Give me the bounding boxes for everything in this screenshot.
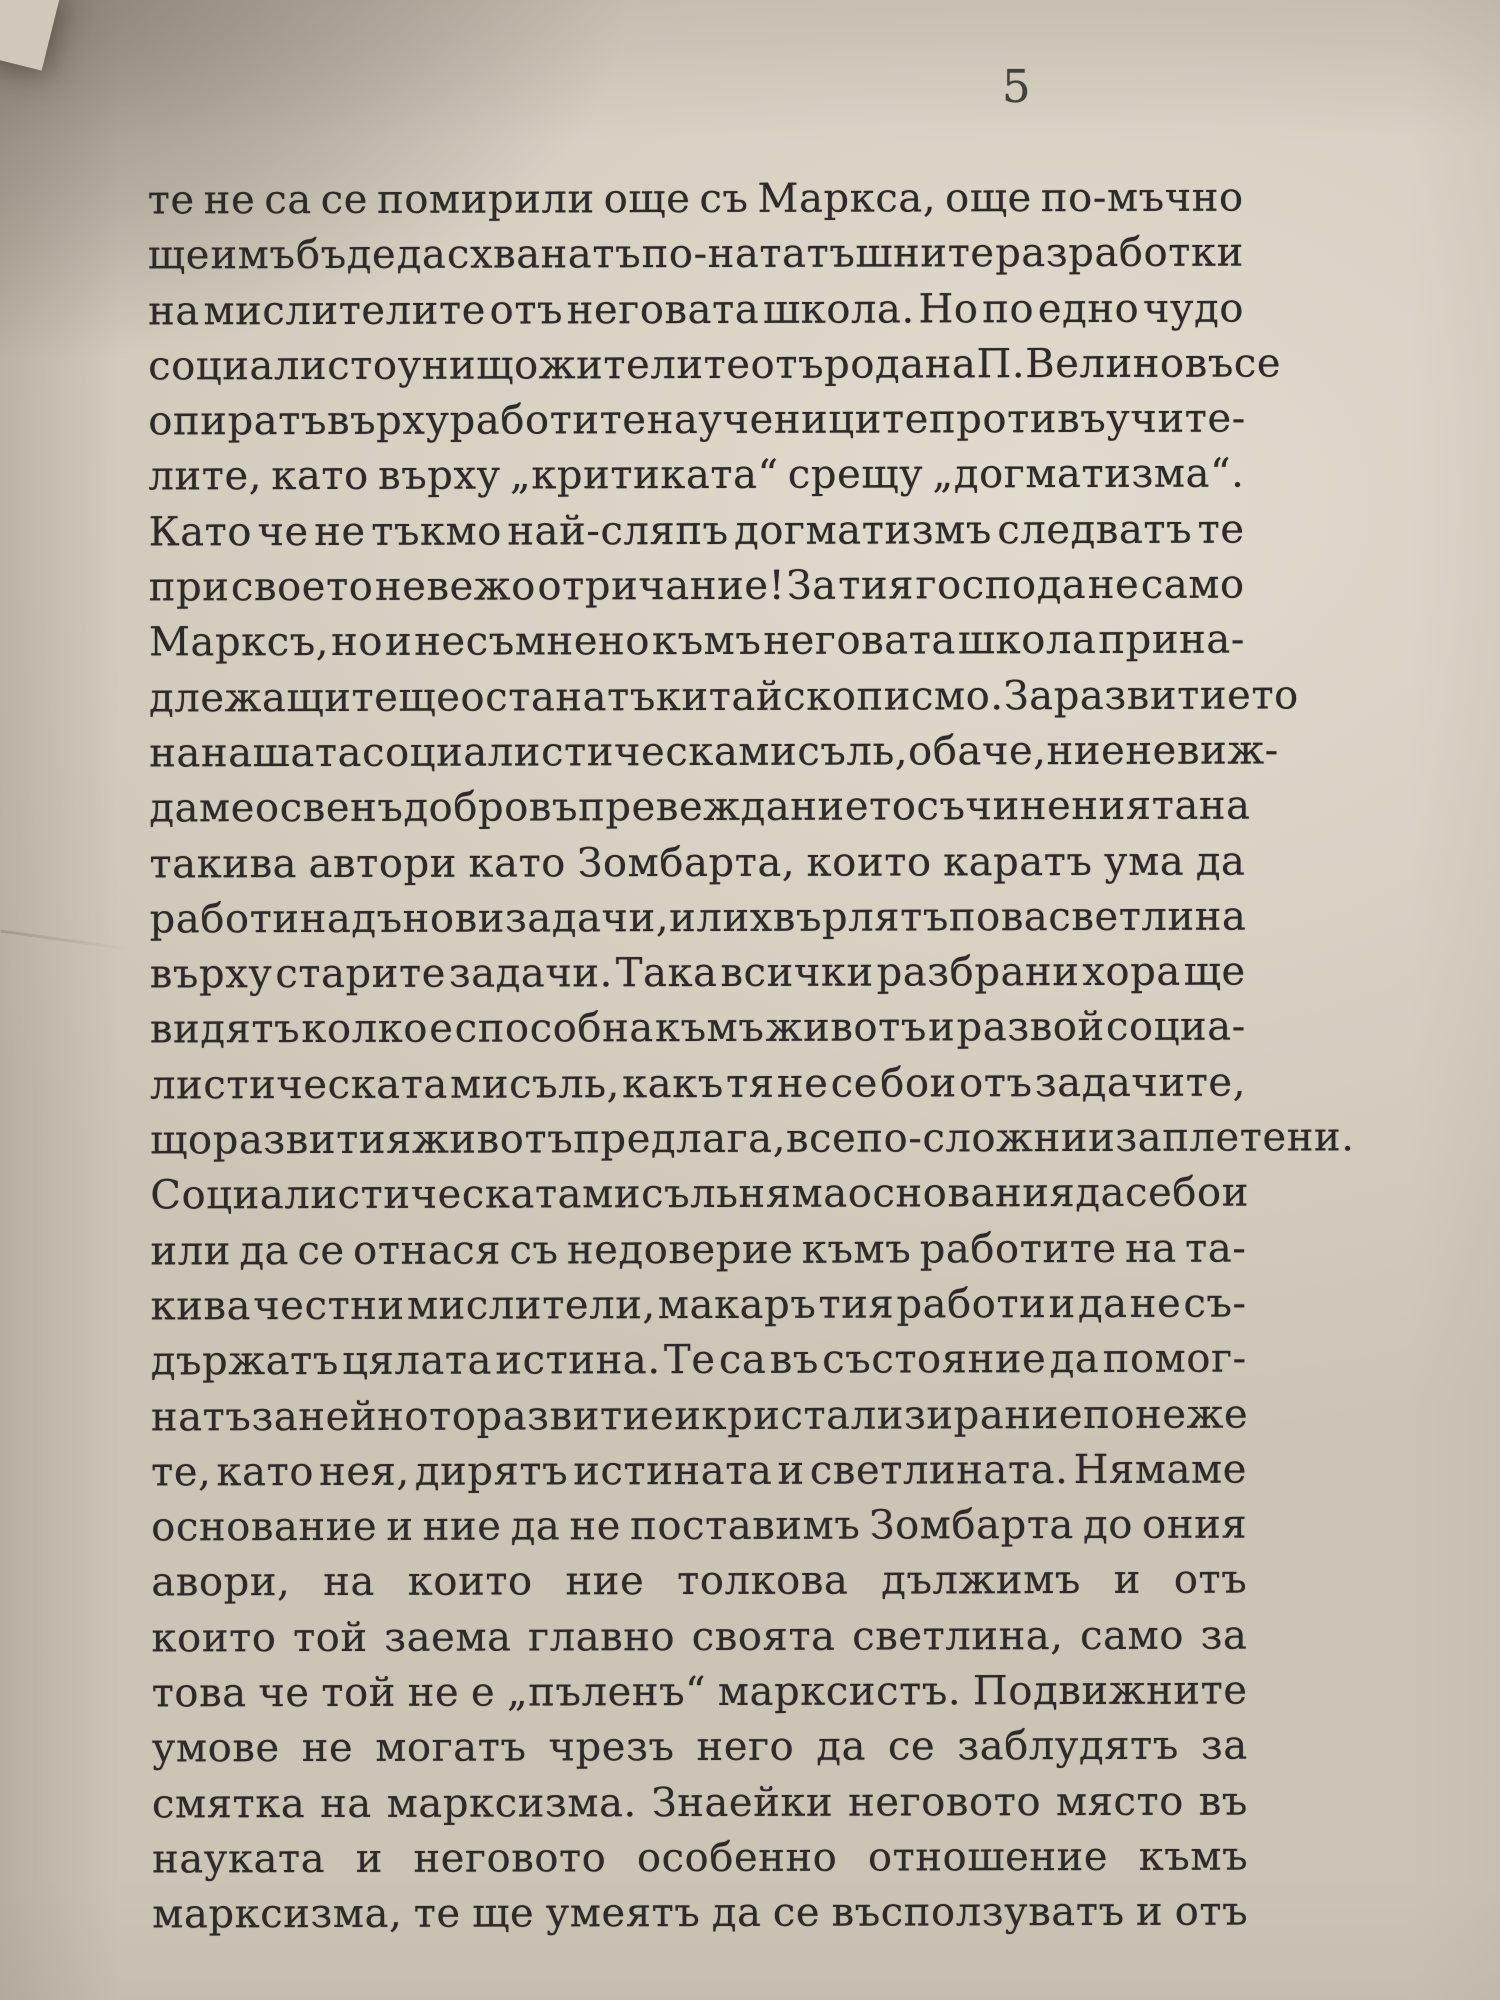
text-line [150,1000,1246,1058]
word: той [321,1669,397,1717]
word: пова [948,893,1049,941]
word: „догматизма“. [932,451,1245,498]
word: ума [1103,838,1185,885]
word: най-сляпъ [507,507,729,555]
word: върху [377,452,501,500]
word: помирили [376,176,595,223]
word: натъ [150,1393,252,1440]
word: предлага, [573,1115,787,1163]
word: социалистическа [361,728,739,776]
text-line [149,502,1245,560]
text-line [151,1387,1247,1445]
word: въ [528,784,579,831]
word: неговата [566,286,760,333]
word: това [151,1670,247,1717]
word: за [251,1393,299,1440]
text-line [151,1332,1247,1390]
text-line [148,668,1299,726]
text-line [151,1277,1247,1335]
word: лите, [148,453,263,500]
word: толкова [677,1558,849,1605]
word: цялата [342,1337,493,1385]
word: по-мъчно [1040,174,1244,222]
word: чрезъ [548,1724,675,1771]
word: той [292,1614,368,1661]
word: или [669,894,750,941]
word: ние [422,1503,502,1550]
word: разработки [995,229,1244,277]
word: неговата [763,617,956,665]
word: що [150,1117,213,1164]
word: писмо. [856,672,1004,720]
word: на [147,287,200,335]
text-line [149,834,1245,892]
word: истина. [495,1337,661,1384]
text-line [150,1111,1355,1169]
text-line [149,613,1245,671]
word: не [1087,561,1140,609]
word: те [413,1890,461,1937]
word: къмъ [1138,1833,1249,1880]
word: добро [403,784,529,832]
word: и [1135,1888,1164,1936]
word: и [384,619,413,666]
word: невежо [374,563,537,610]
word: заема [384,1614,512,1661]
word: неговото [848,1778,1042,1826]
word: китайско [655,673,857,720]
word: че [258,1670,310,1717]
word: до [1083,1501,1134,1549]
word: място [1055,1778,1184,1825]
word: по [982,285,1035,332]
word: работите [449,397,647,444]
word: честни [253,1282,405,1330]
word: колко [301,1006,429,1053]
word: Знаейки [651,1779,834,1826]
word: догматизмъ [734,507,992,554]
word: помог- [1102,1335,1247,1383]
word: даме [149,785,256,832]
word: какъ [622,1060,724,1107]
word: следватъ [997,506,1193,553]
word: те [1197,506,1245,553]
word: За [786,562,837,609]
word: чудо [1142,285,1245,332]
text-line [150,1166,1249,1224]
text-line [149,779,1251,837]
word: П. [976,341,1026,388]
word: понеже [1083,1391,1249,1438]
text-line [150,1055,1246,1113]
word: всички [720,949,874,997]
text-line [148,336,1282,394]
word: работи [896,1281,1047,1328]
word: За [1003,672,1054,719]
word: и [777,1447,805,1494]
word: ние [1046,727,1126,775]
word: се [1124,1170,1173,1217]
word: на [1124,1225,1177,1272]
word: светлината. [809,1446,1069,1494]
word: недоверие [566,1226,794,1273]
word: отъ [959,1059,1033,1107]
word: марксизма, [152,1890,403,1938]
word: поставимъ [630,1502,861,1550]
word: едно [1037,285,1140,332]
word: само [1080,1612,1185,1659]
text-line [148,226,1244,284]
word: Велиновъ [1025,340,1234,388]
word: не [407,1669,460,1716]
word: е [470,1669,496,1716]
text-line [151,1498,1247,1556]
word: хора [1082,948,1181,996]
word: да [711,1890,762,1937]
word: способна [454,1005,654,1053]
text-line [150,889,1246,947]
word: да [1075,1170,1126,1217]
word: само [1140,561,1245,608]
word: да [239,1227,290,1274]
word: се [830,1060,879,1107]
word: ние [565,1558,645,1605]
word: останатъ [460,673,656,721]
word: които [151,1614,277,1662]
word: автори [308,840,458,887]
text-line [152,1719,1248,1777]
word: и [1048,1280,1076,1328]
text-line [149,724,1279,782]
word: да [1077,1280,1128,1327]
word: състояние [822,1336,1047,1383]
word: на [646,397,699,444]
word: противъ [928,396,1107,443]
word: рода [824,341,925,388]
word: своята [691,1613,836,1660]
word: за [1200,1612,1248,1659]
word: и [1113,1557,1142,1604]
page-number: 5 [1002,60,1031,113]
word: или [150,1227,232,1275]
word: срещу [787,451,924,499]
word: въсползуватъ [831,1889,1125,1936]
word: се [887,1723,936,1770]
word: мислители, [406,1282,656,1329]
word: своето [230,563,374,611]
word: школа. [762,286,915,333]
text-line [152,1885,1248,1943]
word: надъ [299,895,403,942]
word: държатъ [150,1338,339,1385]
word: Те [663,1337,716,1384]
word: тя [726,1060,775,1107]
word: та- [1185,1225,1247,1272]
word: задачи, [504,894,670,942]
word: кива [150,1283,252,1330]
word: особенно [636,1834,838,1882]
word: като [216,1448,315,1496]
word: социа- [1105,1004,1246,1051]
word: несъмнено [414,618,651,666]
word: нейното [298,1393,477,1440]
word: бои [1172,1169,1249,1217]
word: прина- [1098,616,1245,664]
text-line [148,447,1244,505]
word: него [696,1724,795,1771]
word: Маркса, [757,175,937,222]
word: отношение [867,1833,1109,1881]
word: животъ [765,1004,927,1052]
word: учениците [698,396,930,444]
word: се [772,1889,821,1937]
word: за [1200,1722,1248,1769]
word: и [1087,1114,1116,1162]
word: задачи. [448,950,614,997]
word: работи [149,895,300,943]
word: още [945,175,1032,222]
word: се [320,176,369,223]
word: не [776,1060,829,1107]
text-line [151,1553,1247,1611]
word: светлина [1048,893,1247,940]
word: се [297,1227,345,1274]
word: заблудятъ [957,1723,1179,1770]
word: при [148,564,230,611]
word: не [314,508,366,555]
text-line [149,558,1245,616]
word: Подвижните [972,1667,1248,1715]
word: не [301,1725,354,1772]
word: отъ [750,341,825,388]
text-line [150,945,1246,1003]
word: социалистоунищожителите [148,341,751,390]
word: хвърлятъ [749,894,949,941]
word: мислителите [203,287,487,334]
word: съ [509,1227,559,1274]
word: марксистъ. [717,1668,962,1715]
paper-crease [1,930,150,954]
word: мисъль, [450,1060,620,1108]
word: но [331,619,384,666]
word: съ- [1183,1280,1247,1327]
word: основание [151,1503,378,1551]
word: науката [152,1835,326,1883]
text-line [152,1829,1248,1887]
word: учите- [1106,395,1246,443]
word: на [924,341,977,388]
word: авори, [151,1559,291,1606]
word: ония [1142,1501,1248,1548]
word: могатъ [375,1724,527,1772]
word: умове [151,1725,280,1772]
word: няма [738,1170,848,1218]
word: Така [615,950,718,997]
word: развой [956,1004,1105,1051]
text-line [148,281,1244,339]
word: на [149,730,201,777]
word: нашата [200,729,363,777]
word: още [603,176,691,223]
word: имъ [210,232,296,279]
word: „пъленъ“ [506,1668,707,1716]
word: ще [147,232,211,279]
word: ще [472,1890,535,1937]
word: все [785,1115,857,1162]
word: да [396,231,447,279]
word: да [1049,1336,1100,1383]
word: тия [838,562,915,609]
word: Зомбарта, [577,839,796,886]
word: ще [1183,948,1246,995]
word: въ [769,1336,819,1384]
word: основания [847,1170,1076,1217]
word: истината [573,1447,773,1495]
word: обаче, [908,728,1047,775]
word: е [429,1006,454,1053]
word: виж- [1176,727,1279,774]
text-block [147,171,1355,1943]
word: отъ [1173,1556,1248,1604]
word: школа [957,617,1097,664]
text-line [148,171,1244,229]
word: схванатъ [446,231,642,278]
word: и [674,1392,702,1439]
word: да [816,1723,867,1771]
word: отнася [353,1227,502,1274]
word: по-нататъшните [641,230,995,278]
word: дирятъ [414,1448,569,1495]
word: марксизма. [386,1779,637,1827]
word: не [1125,727,1177,774]
word: които [407,1558,533,1606]
worn-corner [0,0,60,71]
word: длежащите [148,674,399,722]
word: макаръ [657,1281,817,1329]
word: като [271,453,369,500]
word: мисъль [582,1171,739,1218]
word: кристализирание [701,1391,1084,1439]
word: старите [275,950,447,998]
word: Марксъ, [148,619,330,666]
word: каратъ [943,838,1093,885]
word: развитие [476,1392,675,1440]
word: не [1129,1280,1182,1327]
text-line [151,1608,1247,1666]
word: и [355,1835,384,1882]
word: върху [149,951,273,998]
word: не [569,1503,622,1550]
word: бои [880,1060,957,1107]
word: те, [151,1449,212,1496]
word: тъкмо [371,508,503,555]
word: превежданието [578,783,917,831]
word: Нямаме [1073,1446,1248,1493]
word: съчиненията [916,782,1199,830]
word: по-сложни [856,1115,1089,1162]
word: животъ [411,1116,574,1163]
word: нови [402,895,506,942]
word: нея, [319,1448,410,1495]
word: „критиката“ [509,452,779,499]
word: мисъль, [738,728,909,775]
word: бъде [295,232,397,279]
word: Зомбарта [869,1502,1075,1549]
word: умеятъ [545,1890,701,1937]
word: къмъ [801,1226,912,1273]
text-line [152,1774,1248,1832]
word: върху [326,397,450,445]
word: освенъ [254,785,404,832]
word: задачите, [1034,1059,1247,1106]
text-line [152,1664,1248,1722]
word: Като [148,508,253,556]
word: на [323,1559,375,1606]
word: съ [699,175,749,222]
word: и [928,1004,956,1051]
word: работите [919,1225,1117,1273]
word: те [147,177,195,224]
word: ще [398,674,461,721]
word: тия [818,1281,895,1328]
word: като [468,839,567,887]
word: листическата [150,1061,448,1109]
word: видятъ [149,1006,301,1053]
word: са [718,1337,767,1384]
word: на [320,1780,372,1827]
text-line [151,1442,1247,1500]
word: неговото [413,1835,607,1882]
word: развитието [1053,672,1299,719]
word: дължимъ [881,1557,1081,1604]
word: Социалистическата [150,1171,583,1219]
word: въ [1198,1778,1248,1825]
word: са [264,177,312,224]
word: заплетени. [1115,1114,1355,1161]
word: да [1195,838,1246,885]
word: отъ [1174,1888,1249,1935]
word: развития [212,1116,413,1164]
word: отричание! [537,562,786,610]
word: такива [149,840,298,887]
word: да [510,1503,561,1550]
word: къмъ [654,1005,765,1052]
word: на [1198,782,1251,829]
word: главно [528,1613,676,1661]
word: се [1233,340,1282,387]
word: разбрани [876,949,1080,996]
word: господа [915,562,1087,609]
word: които [806,838,932,886]
word: че [257,508,309,555]
word: не [203,177,256,224]
word: Но [918,285,979,333]
word: отъ [489,286,564,334]
word: светлина, [852,1612,1064,1660]
word: къмъ [651,618,762,665]
word: опиратъ [148,398,328,445]
text-line [148,392,1244,450]
text-line [150,1221,1246,1279]
word: смятка [151,1780,306,1828]
word: и [386,1503,414,1550]
